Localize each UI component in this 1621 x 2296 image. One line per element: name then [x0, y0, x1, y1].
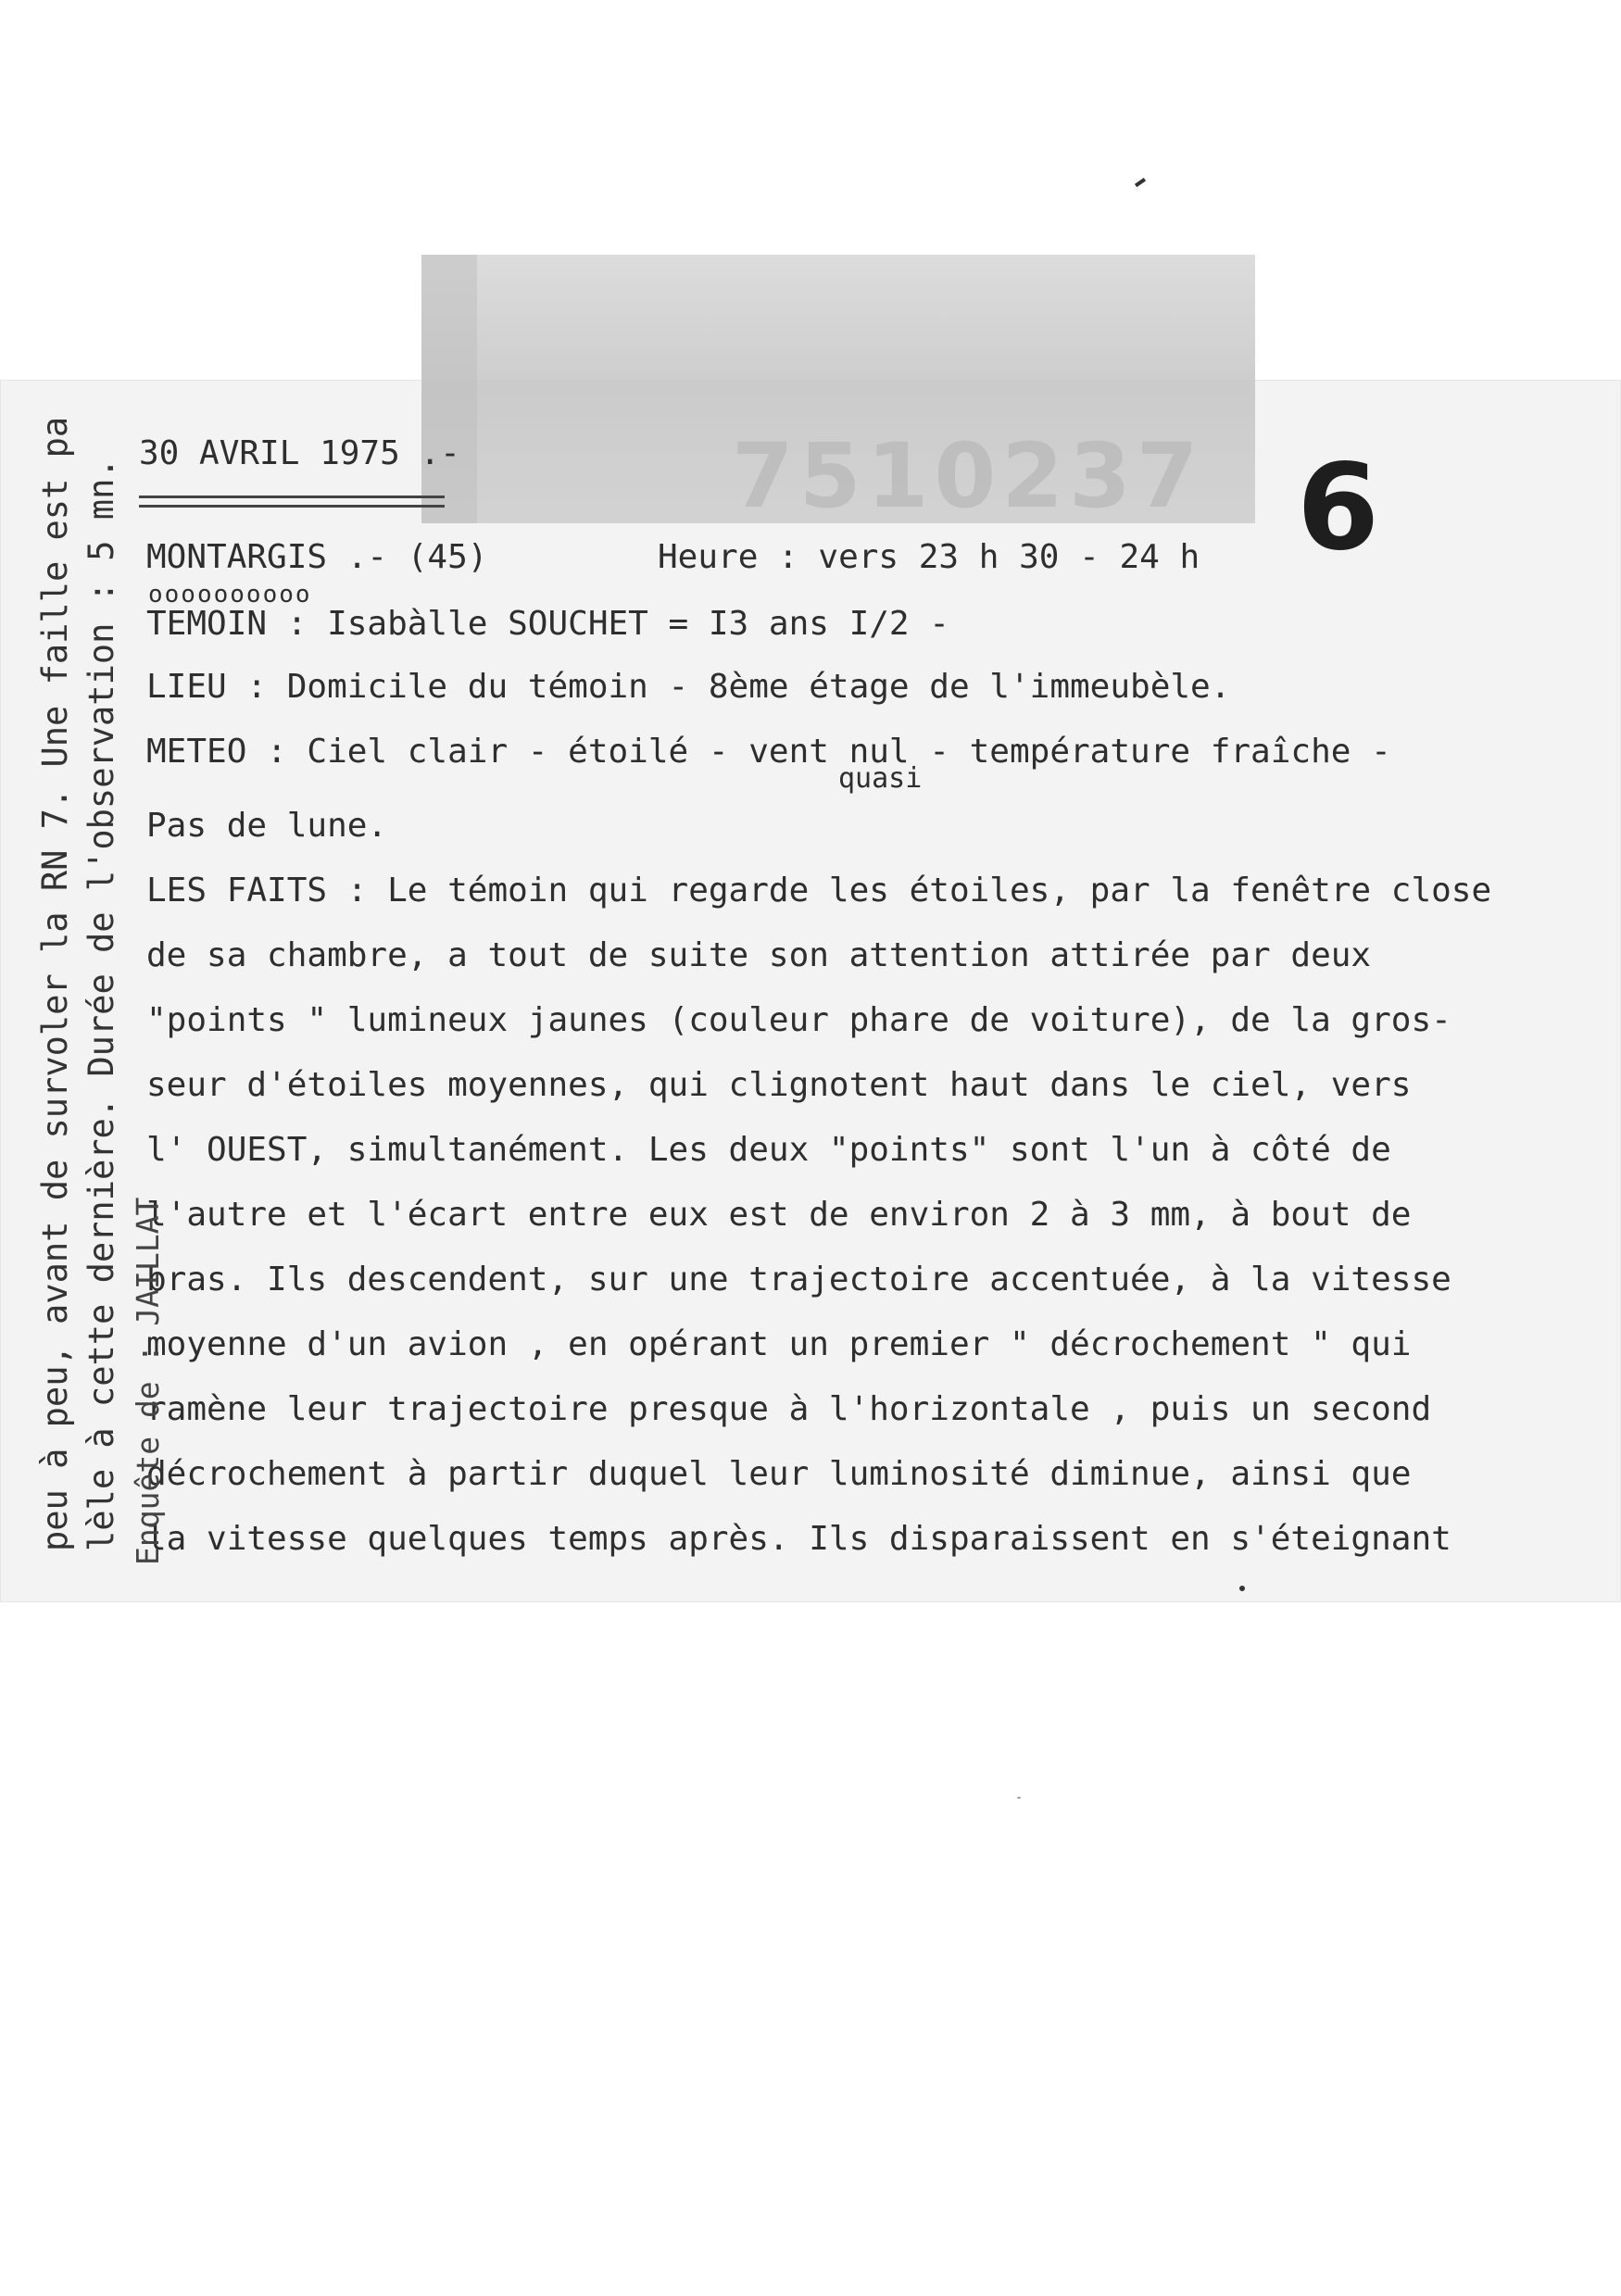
- body-line: LES FAITS : Le témoin qui regarde les étoiles, par la fenêtre close: [146, 872, 1492, 910]
- weather-line-cont: Pas de lune.: [146, 807, 388, 845]
- margin-note-line-1: peu à peu, avant de survoler la RN 7. Une faille est pa: [35, 416, 75, 1551]
- file-digit: 6: [1297, 439, 1380, 577]
- body-line: "points " lumineux jaunes (couleur phare de voiture), de la gros-: [146, 1001, 1451, 1039]
- report-hour: Heure : vers 23 h 30 - 24 h: [658, 538, 1200, 576]
- body-line: bras. Ils descendent, sur une trajectoire accentuée, à la vitesse: [146, 1261, 1451, 1299]
- reference-stamp: 7510237: [732, 424, 1204, 528]
- body-line: décrochement à partir duquel leur luminosité diminue, ainsi que: [146, 1455, 1412, 1493]
- body-line: l' OUEST, simultanément. Les deux "points" sont l'un à côté de: [146, 1131, 1391, 1169]
- date-underline-2: [139, 505, 445, 508]
- body-line: l'autre et l'écart entre eux est de environ 2 à 3 mm, à bout de: [146, 1196, 1412, 1234]
- witness-line: TEMOIN : Isabàlle SOUCHET = I3 ans I/2 -: [146, 605, 949, 643]
- weather-line: METEO : Ciel clair - étoilé - vent nul - température fraîche -: [146, 733, 1391, 771]
- body-line: la vitesse quelques temps après. Ils disparaissent en s'éteignant: [146, 1520, 1451, 1558]
- circle-row: oooooooooo: [148, 581, 312, 609]
- body-line: moyenne d'un avion , en opérant un premier " décrochement " qui: [146, 1325, 1412, 1363]
- report-date: 30 AVRIL 1975 .-: [139, 434, 460, 472]
- body-line: ramène leur trajectoire presque à l'horizontale , puis un second: [146, 1390, 1432, 1428]
- body-line: de sa chambre, a tout de suite son attention attirée par deux: [146, 936, 1372, 974]
- ink-speck: [1017, 1797, 1021, 1799]
- ink-mark: [1135, 178, 1146, 187]
- ink-dot: [1239, 1586, 1245, 1591]
- weather-insert: quasi: [838, 762, 923, 795]
- investigator-note: Enquête de : JAILLAT: [130, 1197, 166, 1565]
- date-underline: [139, 496, 445, 498]
- location-line: LIEU : Domicile du témoin - 8ème étage de l'immeubèle.: [146, 668, 1231, 706]
- report-place: MONTARGIS .- (45): [146, 538, 488, 576]
- margin-note-line-2: lèle à cette dernière. Durée de l'observation : 5 mn.: [82, 458, 121, 1551]
- adhesive-tape-edge: [421, 255, 477, 523]
- body-line: seur d'étoiles moyennes, qui clignotent haut dans le ciel, vers: [146, 1066, 1412, 1104]
